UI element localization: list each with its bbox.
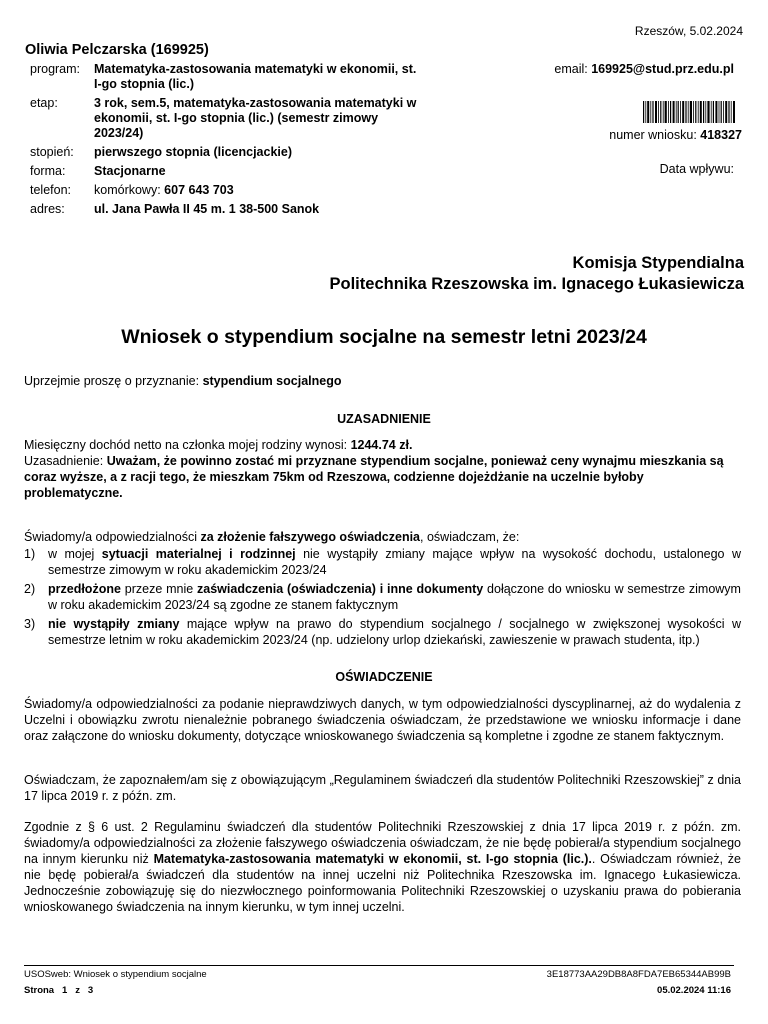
declaration-item (24, 546, 741, 578)
item3-a: nie wystąpiły zmiany (48, 617, 180, 631)
declaration-item-text (48, 581, 741, 613)
receipt-date-label: Data wpływu: (659, 162, 734, 176)
declaration-item-number: 2) (24, 582, 36, 596)
barcode-image (643, 101, 735, 123)
p3-a: Zgodnie z § 6 ust. 2 Regulaminu świadczeń dla studentów Politechniki Rzeszowskiej z dnia 17 lipca 2019 r. z późn. zm. świadomy/a odpowiedzialności za złożenie fałszywego oświadczenia oświadczam, że nie będę pobierał/a stypendium socjalnego na innym kierunku niż (24, 820, 741, 866)
footer-page-info (24, 985, 93, 996)
item1-a: w mojej (48, 547, 95, 561)
telefon-value-group (94, 183, 424, 198)
request-prefix: Uprzejmie proszę o przyznanie: (24, 374, 200, 388)
forma-label: forma: (30, 164, 66, 178)
telefon-prefix: komórkowy: (94, 183, 161, 197)
declaration-list (24, 546, 741, 651)
recipient-block (330, 253, 744, 295)
oswiadczenie-heading: OŚWIADCZENIE (335, 670, 433, 684)
item2-d: dołączone do wniosku w semestrze zimowym w roku akademickim 2023/24 są zgodne ze stanem faktycznym (48, 582, 741, 612)
info-row-program (30, 62, 424, 92)
declaration-intro (24, 529, 741, 545)
info-row-adres (30, 202, 424, 217)
etap-label: etap: (30, 96, 58, 110)
info-row-stopien (30, 145, 424, 160)
program-value: Matematyka-zastosowania matematyki w ekonomii, st. I-go stopnia (lic.) (94, 62, 417, 91)
declaration-intro-b: za złożenie fałszywego oświadczenia (200, 530, 421, 544)
oswiadczenie-p1: Świadomy/a odpowiedzialności za podanie nieprawdziwych danych, w tym odpowiedzialności dyscyplinarnej, aż do wydalenia z Uczelni i obowiązku zwrotu nienależnie pobranego świadczenia oświadczam, że przedstawione we wniosku informacje i dane oraz załączone do wniosku dokumenty, dotyczące wnioskowanego świadczenia są kompletne i zgodne ze stanem faktycznym. (24, 697, 741, 743)
student-name: Oliwia Pelczarska (169925) (25, 42, 209, 58)
request-line (24, 373, 741, 389)
item1-c: nie wystąpiły zmiany mające wpływ na wysokość dochodu, ustalonego w semestrze zimowym w roku akademickim 2023/24 (48, 547, 741, 577)
etap-value: 3 rok, sem.5, matematyka-zastosowania matematyki w ekonomii, st. I-go stopnia (lic.) (semestr zimowy 2023/24) (94, 96, 417, 140)
income-value: 1244.74 zł. (350, 438, 413, 452)
recipient-line-2: Politechnika Rzeszowska im. Ignacego Łukasiewicza (329, 275, 744, 293)
document-title: Wniosek o stypendium socjalne na semestr letni 2023/24 (121, 326, 647, 348)
item2-c: zaświadczenia (oświadczenia) i inne dokumenty (197, 582, 484, 596)
uzasadnienie-heading: UZASADNIENIE (337, 412, 431, 426)
declaration-item-text (48, 546, 741, 578)
declaration-intro-c: , oświadczam, że: (420, 530, 520, 544)
recipient-line-1: Komisja Stypendialna (572, 254, 744, 272)
stopien-label: stopień: (30, 145, 74, 159)
forma-value: Stacjonarne (94, 164, 166, 178)
stopien-value: pierwszego stopnia (licencjackie) (94, 145, 292, 159)
page-label: Strona (24, 985, 55, 996)
page-total: 3 (87, 985, 94, 996)
footer-system: USOSweb: Wniosek o stypendium socjalne (24, 969, 207, 980)
item1-b: sytuacji materialnej i rodzinnej (101, 547, 296, 561)
page-current: 1 (62, 985, 68, 996)
item3-b: mające wpływ na prawo do stypendium socjalnego / socjalnego w zwiększonej wysokości w semestrze letnim w roku akademickim 2023/24 (np. udzielony urlop dziekański, zawieszenie w prawach studenta, itp.) (48, 617, 741, 647)
item2-b: przeze mnie (124, 582, 194, 596)
income-prefix: Miesięczny dochód netto na członka mojej rodziny wynosi: (24, 438, 348, 452)
footer-timestamp: 05.02.2024 11:16 (657, 985, 731, 996)
request-number-line (609, 128, 742, 142)
declaration-item-number: 1) (24, 547, 36, 561)
info-row-etap (30, 96, 424, 141)
declaration-item (24, 616, 741, 648)
reason-text: Uważam, że powinno zostać mi przyznane stypendium socjalne, ponieważ ceny wynajmu mieszkania są coraz wyższe, a z racji tego, że mieszkam 75km od Rzeszowa, codzienne dojeżdżanie na uczelnie byłoby problematyczne. (24, 454, 724, 500)
program-label: program: (30, 62, 81, 76)
income-line (24, 437, 741, 453)
footer-divider (24, 965, 734, 966)
telefon-label: telefon: (30, 183, 72, 197)
oswiadczenie-p2: Oświadczam, że zapoznałem/am się z obowiązującym „Regulaminem świadczeń dla studentów Politechniki Rzeszowskiej” z dnia 17 lipca 2019 r. z późn. zm. (24, 773, 741, 803)
oswiadczenie-p3 (24, 819, 741, 915)
info-row-forma (30, 164, 424, 179)
item2-a: przedłożone (48, 582, 121, 596)
declaration-item (24, 581, 741, 613)
adres-label: adres: (30, 202, 65, 216)
email-line (554, 62, 734, 76)
p3-b: Matematyka-zastosowania matematyki w ekonomii, st. I-go stopnia (lic.). (153, 852, 592, 866)
request-value: stypendium socjalnego (202, 374, 342, 388)
declaration-item-number: 3) (24, 617, 36, 631)
request-number-label: numer wniosku: (609, 128, 697, 142)
place-date: Rzeszów, 5.02.2024 (634, 24, 743, 38)
page-of: z (75, 985, 80, 996)
student-info-table (30, 62, 424, 217)
declaration-item-text (48, 616, 741, 648)
email-label: email: (554, 62, 588, 76)
adres-value: ul. Jana Pawła II 45 m. 1 38-500 Sanok (94, 202, 320, 216)
telefon-value: 607 643 703 (164, 183, 234, 197)
p3-c: . Oświadczam również, że nie będę pobierał/a świadczeń dla studentów na innej uczelni niż Politechnika Rzeszowska im. Ignacego Łukasiewicza. Jednocześnie zobowiązuję się do niezwłocznego poinformowania Politechniki Rzeszowskiej o uzyskaniu prawa do pobierania wnioskowanego świadczenia na innym kierunku, w tym innej uczelni. (24, 852, 741, 914)
footer-hash: 3E18773AA29DB8A8FDA7EB65344AB99B (546, 969, 731, 980)
request-number-value: 418327 (700, 128, 742, 142)
reason-label: Uzasadnienie: (24, 454, 104, 468)
email-value: 169925@stud.prz.edu.pl (591, 62, 734, 76)
info-row-telefon (30, 183, 424, 198)
reason-line (24, 453, 741, 501)
uzasadnienie-block (24, 437, 741, 501)
declaration-intro-a: Świadomy/a odpowiedzialności (24, 530, 198, 544)
